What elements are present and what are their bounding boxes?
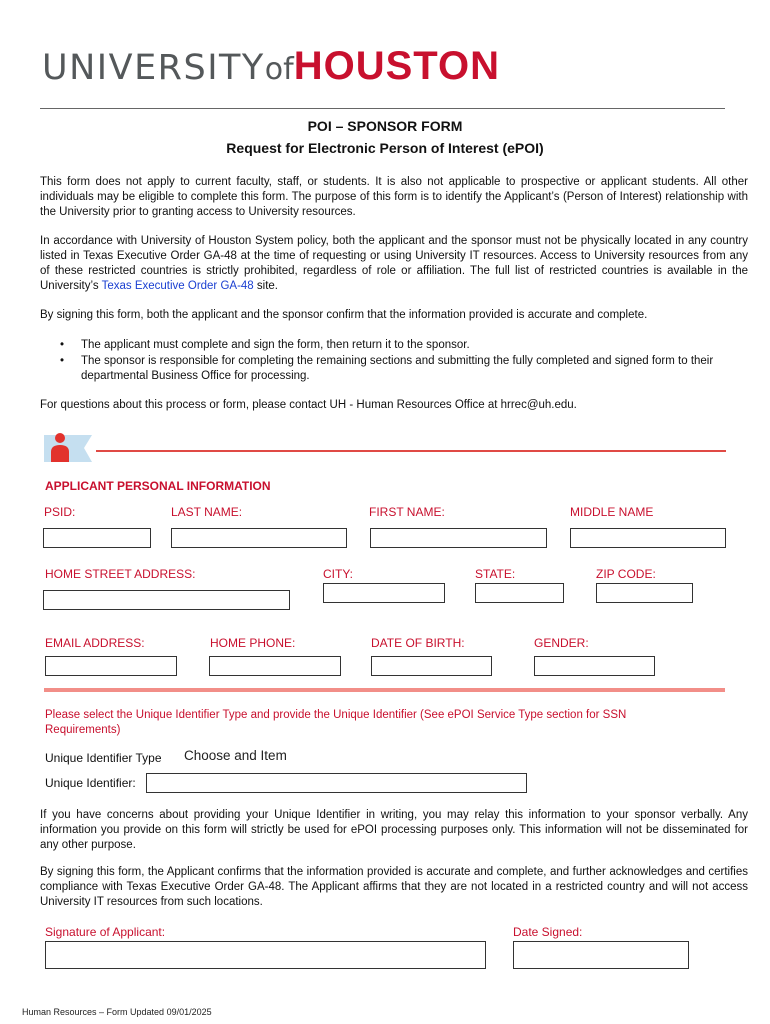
psid-label: PSID: <box>44 505 76 519</box>
identifier-instruction: Please select the Unique Identifier Type and provide the Unique Identifier (See ePOI Service Type section for SSN Requirements) <box>45 709 627 736</box>
street-label: HOME STREET ADDRESS: <box>45 567 196 581</box>
gender-label: GENDER: <box>534 636 589 650</box>
street-field[interactable] <box>43 590 290 610</box>
bullet-dot-icon: • <box>60 339 65 351</box>
logo-of-text: of <box>264 52 294 87</box>
middle-name-field[interactable] <box>570 528 726 548</box>
bullet-text: The sponsor is responsible for completing the remaining sections and submitting the fully completed and signed form to their departmental Business Office for processing. <box>81 355 714 382</box>
closing-paragraph-1: If you have concerns about providing your Unique Identifier in writing, you may relay this information to your sponsor verbally. Any information you provide on this form will strictly be used for ePOI processing purposes only. This information will not be disseminated for any other purpose. <box>40 809 748 851</box>
city-field[interactable] <box>323 583 445 603</box>
section-end-divider <box>44 688 725 692</box>
section-title: APPLICANT PERSONAL INFORMATION <box>45 479 271 493</box>
gender-field[interactable] <box>534 656 655 676</box>
intro-paragraph-2 <box>40 234 748 294</box>
phone-field[interactable] <box>209 656 341 676</box>
last-name-field[interactable] <box>171 528 347 548</box>
ga48-link[interactable]: Texas Executive Order GA-48 <box>101 280 254 292</box>
university-logo <box>42 46 500 86</box>
identifier-type-select[interactable]: Choose and Item <box>184 748 287 763</box>
contact-paragraph: For questions about this process or form, please contact UH - Human Resources Office at hrrec@uh.edu. <box>40 399 577 411</box>
footer-text: Human Resources – Form Updated 09/01/2025 <box>22 1007 212 1017</box>
logo-houston-text: HOUSTON <box>293 44 500 88</box>
state-label: STATE: <box>475 567 516 581</box>
intro-p2-text: In accordance with University of Houston System policy, both the applicant and the sponsor must not be physically located in any country listed in Texas Executive Order GA-48 at the time of requesting or using University IT resources. Access to University resources from any of these restricted countries is strictly prohibited, regardless of role or affiliation. The full list of restricted countries is available in the University’s <box>40 235 748 292</box>
dob-label: DATE OF BIRTH: <box>371 636 465 650</box>
date-signed-field[interactable] <box>513 941 689 969</box>
dob-field[interactable] <box>371 656 492 676</box>
bullet-dot-icon: • <box>60 355 65 367</box>
intro-p2-end: site. <box>253 280 278 292</box>
identifier-type-label: Unique Identifier Type <box>45 751 162 765</box>
person-icon <box>44 432 94 464</box>
intro-paragraph-3: By signing this form, both the applicant and the sponsor confirm that the information provided is accurate and complete. <box>40 309 648 321</box>
first-name-field[interactable] <box>370 528 547 548</box>
signature-label: Signature of Applicant: <box>45 925 166 939</box>
unique-identifier-label: Unique Identifier: <box>45 776 136 790</box>
email-field[interactable] <box>45 656 177 676</box>
psid-field[interactable] <box>43 528 151 548</box>
first-name-label: FIRST NAME: <box>369 505 445 519</box>
last-name-label: LAST NAME: <box>171 505 243 519</box>
form-subtitle: Request for Electronic Person of Interest (ePOI) <box>226 140 544 156</box>
middle-name-label: MIDDLE NAME <box>570 505 654 519</box>
state-field[interactable] <box>475 583 564 603</box>
section-divider <box>96 450 726 452</box>
logo-university-text: UNIVERSITY <box>42 48 265 88</box>
zip-field[interactable] <box>596 583 693 603</box>
phone-label: HOME PHONE: <box>210 636 296 650</box>
signature-field[interactable] <box>45 941 486 969</box>
form-title: POI – SPONSOR FORM <box>307 118 463 134</box>
city-label: CITY: <box>323 567 354 581</box>
intro-paragraph-1: This form does not apply to current faculty, staff, or students. It is also not applicable to prospective or applicant students. All other individuals may be eligible to complete this form. The purpose of this form is to identify the Applicant’s (Person of Interest) relationship with the University prior to granting access to University resources. <box>40 176 748 218</box>
bullet-text: The applicant must complete and sign the form, then return it to the sponsor. <box>81 339 470 351</box>
closing-paragraph-2: By signing this form, the Applicant confirms that the information provided is accurate and complete, and further acknowledges and certifies compliance with Texas Executive Order GA-48. The Applicant affirms that they are not located in a restricted country and will not access University IT resources from such locations. <box>40 866 748 908</box>
date-signed-label: Date Signed: <box>513 925 583 939</box>
zip-label: ZIP CODE: <box>596 567 656 581</box>
email-label: EMAIL ADDRESS: <box>45 636 145 650</box>
unique-identifier-field[interactable] <box>146 773 527 793</box>
header-divider <box>40 108 725 109</box>
